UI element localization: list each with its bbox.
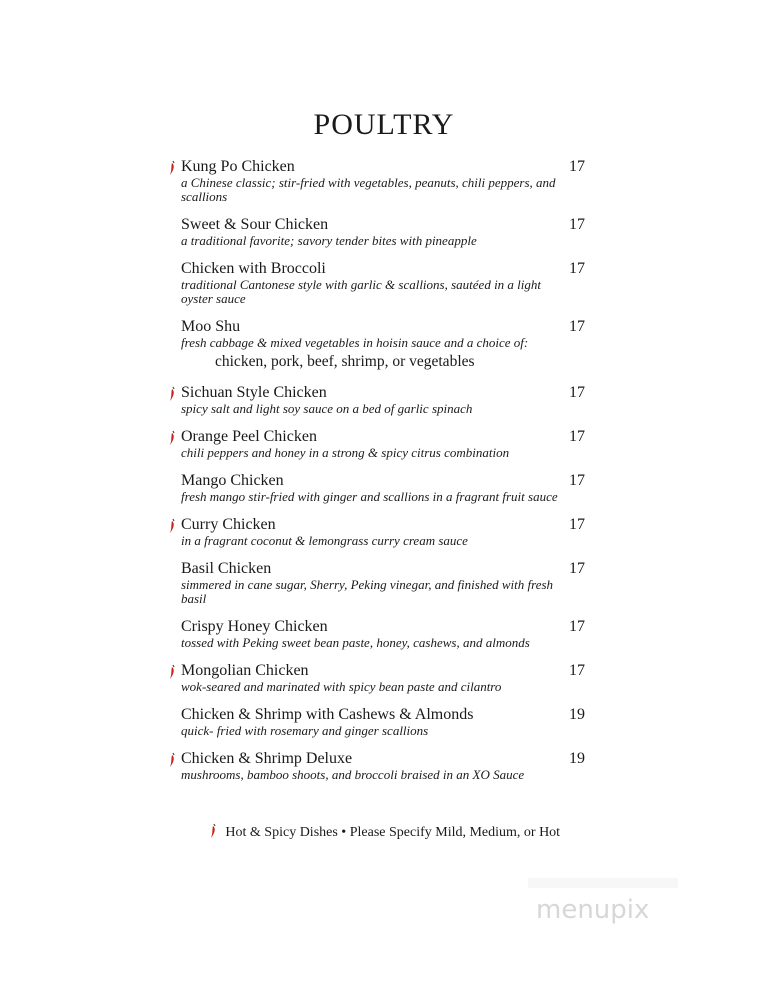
item-description: mushrooms, bamboo shoots, and broccoli braised in an XO Sauce [181,767,525,782]
item-price: 17 [569,560,585,577]
item-price: 17 [569,662,585,679]
item-price: 17 [569,216,585,233]
chili-pepper-icon [167,386,177,402]
item-name: Orange Peel Chicken [181,428,317,445]
item-price: 17 [569,472,585,489]
page-title: POULTRY [313,108,455,142]
item-price: 17 [569,428,585,445]
item-name: Moo Shu [181,318,241,335]
menu-item [181,706,591,738]
item-description: wok-seared and marinated with spicy bean paste and cilantro [181,679,502,694]
menu-item [181,750,591,782]
item-description: a traditional favorite; savory tender bites with pineapple [181,233,477,248]
item-description: spicy salt and light soy sauce on a bed of garlic spinach [181,401,473,416]
item-name: Chicken with Broccoli [181,260,326,277]
menu-item [181,472,591,504]
item-price: 19 [569,706,585,723]
item-description: in a fragrant coconut & lemongrass curry cream sauce [181,533,468,548]
chili-pepper-icon [167,664,177,680]
chili-pepper-icon [167,430,177,446]
item-name: Crispy Honey Chicken [181,618,328,635]
item-price: 17 [569,618,585,635]
item-description: a Chinese classic; stir-fried with vegetables, peanuts, chili peppers, and scallions [181,175,556,204]
chili-pepper-icon [167,752,177,768]
menu-list [0,158,768,794]
item-description: simmered in cane sugar, Sherry, Peking vinegar, and finished with fresh basil [181,577,554,606]
menu-item [181,260,591,306]
menu-item [181,384,591,416]
item-description: chili peppers and honey in a strong & spicy citrus combination [181,445,510,460]
item-name: Mongolian Chicken [181,662,309,679]
item-price: 17 [569,260,585,277]
watermark-shadow [528,878,678,888]
footer-note [0,823,768,841]
item-options: chicken, pork, beef, shrimp, or vegetables [215,353,475,370]
item-description: fresh cabbage & mixed vegetables in hoisin sauce and a choice of: [181,335,529,350]
menu-item [181,216,591,248]
item-description: traditional Cantonese style with garlic & scallions, sautéed in a light oyster sauce [181,277,542,306]
watermark-logo: menupix [536,895,650,925]
menu-item [181,158,591,204]
footer-text: Hot & Spicy Dishes • Please Specify Mild, Medium, or Hot [225,825,561,840]
item-name: Basil Chicken [181,560,272,577]
item-price: 19 [569,750,585,767]
item-price: 17 [569,318,585,335]
item-name: Curry Chicken [181,516,276,533]
item-price: 17 [569,158,585,175]
item-description: quick- fried with rosemary and ginger scallions [181,723,429,738]
item-name: Sweet & Sour Chicken [181,216,329,233]
menu-item [181,428,591,460]
item-name: Kung Po Chicken [181,158,295,175]
menu-item [181,318,591,372]
chili-pepper-icon [167,518,177,534]
menu-item [181,560,591,606]
chili-pepper-icon [208,823,218,839]
item-price: 17 [569,516,585,533]
menu-item [181,516,591,548]
item-description: fresh mango stir-fried with ginger and scallions in a fragrant fruit sauce [181,489,558,504]
item-description: tossed with Peking sweet bean paste, honey, cashews, and almonds [181,635,530,650]
item-name: Chicken & Shrimp with Cashews & Almonds [181,706,474,723]
item-name: Sichuan Style Chicken [181,384,327,401]
chili-pepper-icon [167,160,177,176]
item-name: Chicken & Shrimp Deluxe [181,750,353,767]
menu-item [181,662,591,694]
menu-item [181,618,591,650]
item-name: Mango Chicken [181,472,284,489]
item-price: 17 [569,384,585,401]
